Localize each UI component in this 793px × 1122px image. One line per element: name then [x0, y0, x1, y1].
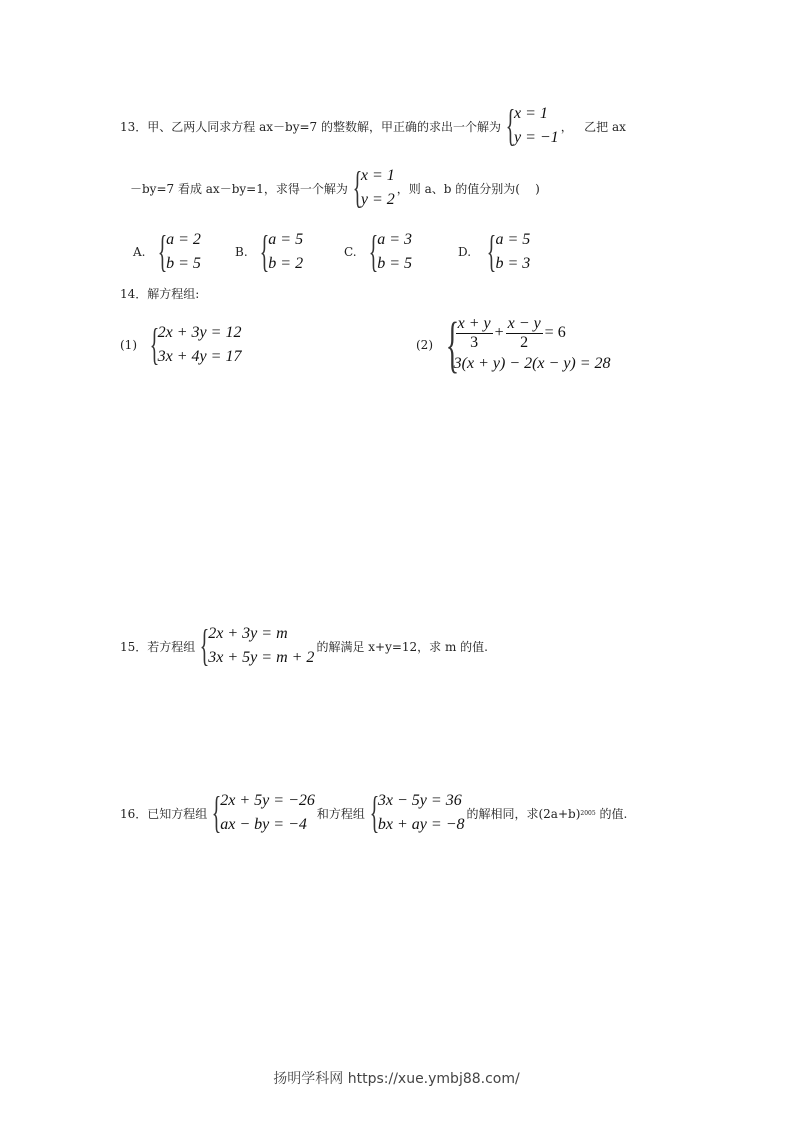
q13-line1	[120, 102, 626, 150]
q13-line2	[130, 164, 540, 212]
option-label: C.	[344, 245, 357, 259]
numerator: x − y	[507, 314, 541, 332]
fraction-2	[506, 315, 543, 352]
q13-text: 13．甲、乙两人同求方程 ax－by=7 的整数解，甲正确的求出一个解为	[120, 119, 501, 134]
eq: y = 2	[360, 191, 395, 208]
eq: 2x + 5y = −26	[220, 792, 315, 809]
q16-text: 16．已知方程组	[120, 806, 208, 821]
eq: bx + ay = −8	[377, 816, 465, 833]
q15-text: 15．若方程组	[120, 639, 196, 654]
eq: x = 1	[513, 105, 548, 122]
plus: +	[494, 324, 504, 341]
q13-question: ，则 a、b 的值分别为( )	[396, 181, 540, 196]
eq: b = 2	[268, 255, 304, 272]
option-d	[458, 228, 532, 276]
q16-question: 的解相同，求(2a+b)	[466, 806, 581, 821]
denominator: 2	[520, 333, 529, 351]
exponent: 2005	[580, 809, 596, 817]
part-label: (1)	[120, 338, 137, 352]
eq: a = 5	[495, 231, 531, 248]
eq: 3x + 5y = m + 2	[208, 649, 315, 666]
option-label: D.	[458, 245, 472, 259]
rhs: = 6	[544, 324, 566, 341]
option-label: A.	[133, 245, 146, 259]
q13-text2: －by=7 看成 ax－by=1，求得一个解为	[130, 181, 348, 196]
footer-watermark: 扬明学科网 https://xue.ymbj88.com/	[273, 1071, 520, 1087]
q16-question-end: 的值.	[599, 806, 628, 821]
eq: a = 5	[268, 231, 304, 248]
brace-icon: {	[487, 227, 497, 276]
eq: 3x − 5y = 36	[377, 792, 462, 809]
brace-icon: {	[212, 788, 222, 837]
q14-part2	[416, 312, 613, 378]
part-label: (2)	[416, 338, 433, 352]
eq: 2x + 3y = m	[208, 625, 288, 642]
brace-icon: {	[200, 621, 210, 670]
q13-solution-2	[350, 164, 395, 212]
eq: x = 1	[360, 167, 395, 184]
option-b	[235, 228, 305, 276]
q16	[120, 789, 627, 837]
eq: 2x + 3y = 12	[157, 324, 242, 341]
denominator: 3	[470, 333, 479, 351]
q13-solution-1	[503, 102, 559, 150]
eq: b = 5	[377, 255, 413, 272]
eq: ax − by = −4	[220, 816, 307, 833]
eq: y = −1	[513, 129, 559, 146]
brace-icon: {	[445, 311, 459, 379]
brace-icon: {	[260, 227, 270, 276]
q14-title-text: 14．解方程组:	[120, 286, 200, 301]
q14-part1	[120, 321, 243, 369]
brace-icon: {	[368, 227, 379, 276]
eq: 3x + 4y = 17	[157, 348, 242, 365]
q15	[120, 622, 488, 670]
brace-icon: {	[352, 163, 363, 212]
fraction-1	[456, 315, 493, 352]
option-label: B.	[235, 245, 248, 259]
eq: 3(x + y) − 2(x − y) = 28	[453, 354, 611, 372]
option-c	[344, 228, 414, 276]
eq: b = 5	[166, 255, 201, 272]
q16-middle: 和方程组	[316, 806, 365, 821]
brace-icon: {	[157, 227, 168, 276]
brace-icon: {	[505, 101, 516, 150]
q15-question: 的解满足 x+y=12，求 m 的值.	[316, 639, 489, 654]
option-a	[133, 228, 203, 276]
q14-title	[120, 285, 199, 301]
numerator: x + y	[457, 314, 491, 332]
brace-icon: {	[369, 788, 380, 837]
brace-icon: {	[149, 320, 159, 369]
eq: a = 3	[377, 231, 413, 248]
eq: b = 3	[495, 255, 531, 272]
q13-text-cont: ， 乙把 ax	[560, 119, 626, 134]
eq: a = 2	[166, 231, 201, 248]
